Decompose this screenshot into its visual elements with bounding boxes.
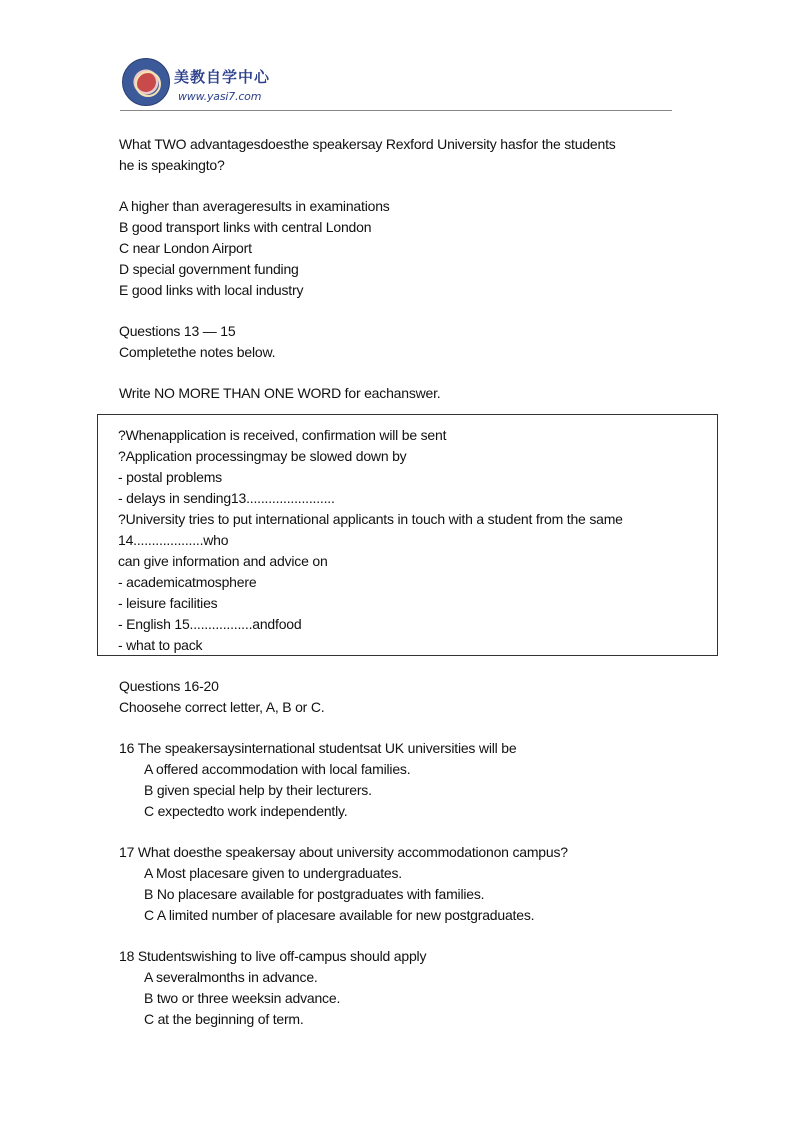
- question-16-option-a: A offered accommodation with local families.: [144, 761, 411, 777]
- note-line: ?Whenapplication is received, confirmation will be sent: [118, 427, 447, 443]
- question-16-stem: 16 The speakersaysinternational studentsat UK universities will be: [119, 740, 517, 756]
- question-17-stem: 17 What doesthe speakersay about university accommodationon campus?: [119, 844, 568, 860]
- section-instruction: Choosehe correct letter, A, B or C.: [119, 699, 325, 715]
- question-text: What TWO advantagesdoesthe speakersay Rexford University hasfor the students: [119, 136, 616, 152]
- question-17-option-a: A Most placesare given to undergraduates.: [144, 865, 402, 881]
- question-18-option-c: C at the beginning of term.: [144, 1011, 304, 1027]
- question-16-option-b: B given special help by their lecturers.: [144, 782, 372, 798]
- section-heading: Questions 16-20: [119, 678, 219, 694]
- note-line: - delays in sending13........................: [118, 490, 335, 506]
- note-line: - leisure facilities: [118, 595, 218, 611]
- note-line: can give information and advice on: [118, 553, 328, 569]
- question-17-option-b: B No placesare available for postgraduates with families.: [144, 886, 485, 902]
- section-instruction: Completethe notes below.: [119, 344, 276, 360]
- question-18-option-b: B two or three weeksin advance.: [144, 990, 341, 1006]
- note-line: 14...................who: [118, 532, 229, 548]
- note-line: ?Application processingmay be slowed down by: [118, 448, 407, 464]
- option-a: A higher than averageresults in examinations: [119, 198, 390, 214]
- header-divider: [120, 110, 672, 111]
- option-d: D special government funding: [119, 261, 299, 277]
- note-line: - what to pack: [118, 637, 203, 653]
- question-18-option-a: A severalmonths in advance.: [144, 969, 318, 985]
- note-line: ?University tries to put international applicants in touch with a student from the same: [118, 511, 623, 527]
- question-16-option-c: C expectedto work independently.: [144, 803, 348, 819]
- question-18-stem: 18 Studentswishing to live off-campus should apply: [119, 948, 427, 964]
- question-17-option-c: C A limited number of placesare available for new postgraduates.: [144, 907, 535, 923]
- page-header: [120, 56, 672, 112]
- logo-emblem-icon: [122, 58, 170, 106]
- note-line: - English 15.................andfood: [118, 616, 302, 632]
- section-instruction: Write NO MORE THAN ONE WORD for eachanswer.: [119, 385, 441, 401]
- option-e: E good links with local industry: [119, 282, 304, 298]
- note-line: - postal problems: [118, 469, 222, 485]
- note-line: - academicatmosphere: [118, 574, 257, 590]
- logo-url: www.yasi7.com: [178, 90, 262, 103]
- section-heading: Questions 13 — 15: [119, 323, 236, 339]
- logo-text: 美教自学中心: [174, 68, 271, 86]
- option-b: B good transport links with central London: [119, 219, 372, 235]
- option-c: C near London Airport: [119, 240, 252, 256]
- question-text: he is speakingto?: [119, 157, 225, 173]
